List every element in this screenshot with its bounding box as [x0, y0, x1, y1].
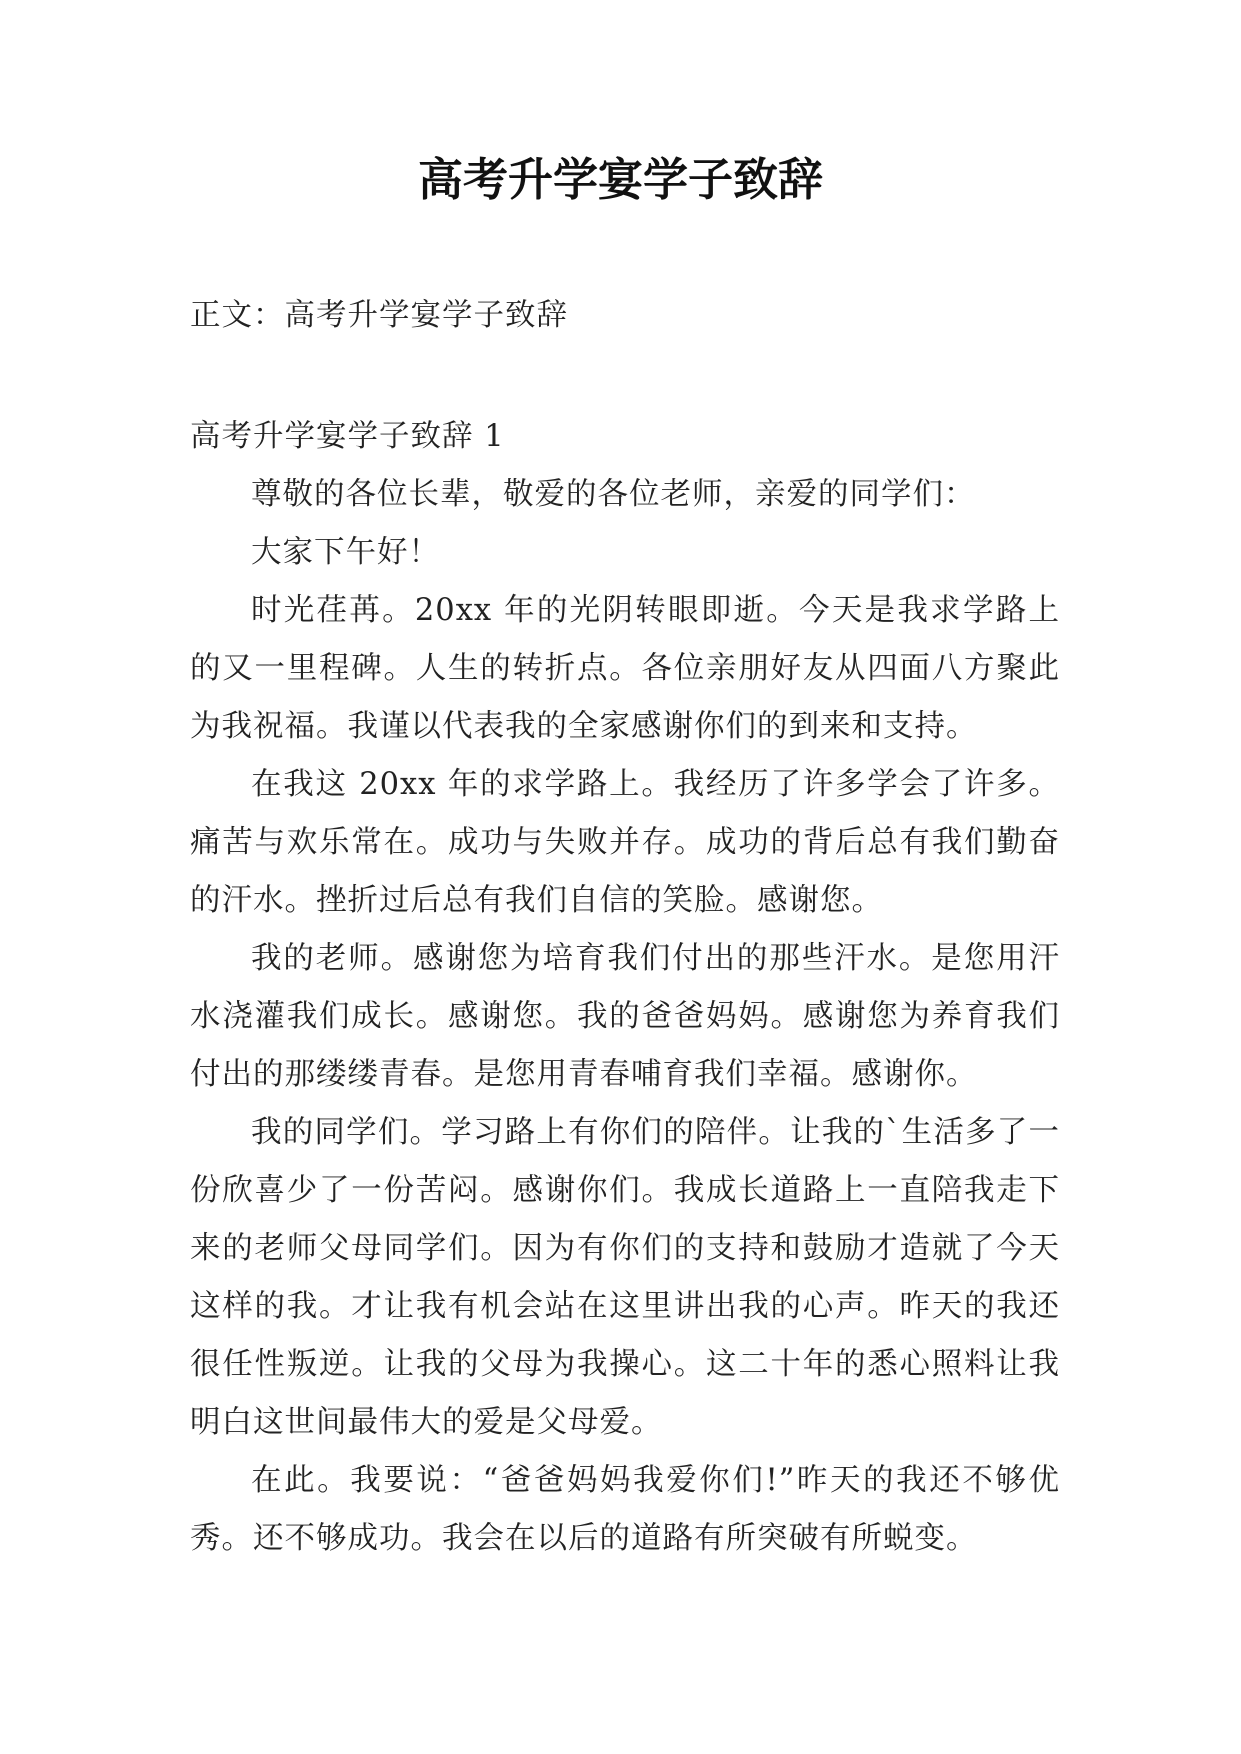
- paragraph: 我的同学们。学习路上有你们的陪伴。让我的`生活多了一份欣喜少了一份苦闷。感谢你们。我成长道路上一直陪我走下来的老师父母同学们。因为有你们的支持和鼓励才造就了今天这样的我。才让我有机会站在这里讲出我的心声。昨天的我还很任性叛逆。让我的父母为我操心。这二十年的悉心照料让我明白这世间最伟大的爱是父母爱。: [190, 1115, 1060, 1440]
- paragraph: 在此。我要说：“爸爸妈妈我爱你们!”昨天的我还不够优秀。还不够成功。我会在以后的道路有所突破有所蜕变。: [190, 1463, 1060, 1556]
- paragraph: 时光荏苒。20xx 年的光阴转眼即逝。今天是我求学路上的又一里程碑。人生的转折点。各位亲朋好友从四面八方聚此为我祝福。我谨以代表我的全家感谢你们的到来和支持。: [190, 593, 1060, 744]
- page-title: 高考升学宴学子致辞: [417, 153, 823, 206]
- section-heading: 高考升学宴学子致辞 1: [190, 419, 505, 454]
- meta-line: 正文：高考升学宴学子致辞: [190, 298, 568, 333]
- paragraph: 尊敬的各位长辈，敬爱的各位老师，亲爱的同学们：: [251, 477, 976, 512]
- paragraph: 在我这 20xx 年的求学路上。我经历了许多学会了许多。痛苦与欢乐常在。成功与失败并存。成功的背后总有我们勤奋的汗水。挫折过后总有我们自信的笑脸。感谢您。: [190, 767, 1060, 918]
- body-content: [190, 466, 1060, 1568]
- paragraph: 我的老师。感谢您为培育我们付出的那些汗水。是您用汗水浇灌我们成长。感谢您。我的爸爸妈妈。感谢您为养育我们付出的那缕缕青春。是您用青春哺育我们幸福。感谢你。: [190, 941, 1060, 1092]
- paragraph: 大家下午好！: [251, 535, 440, 570]
